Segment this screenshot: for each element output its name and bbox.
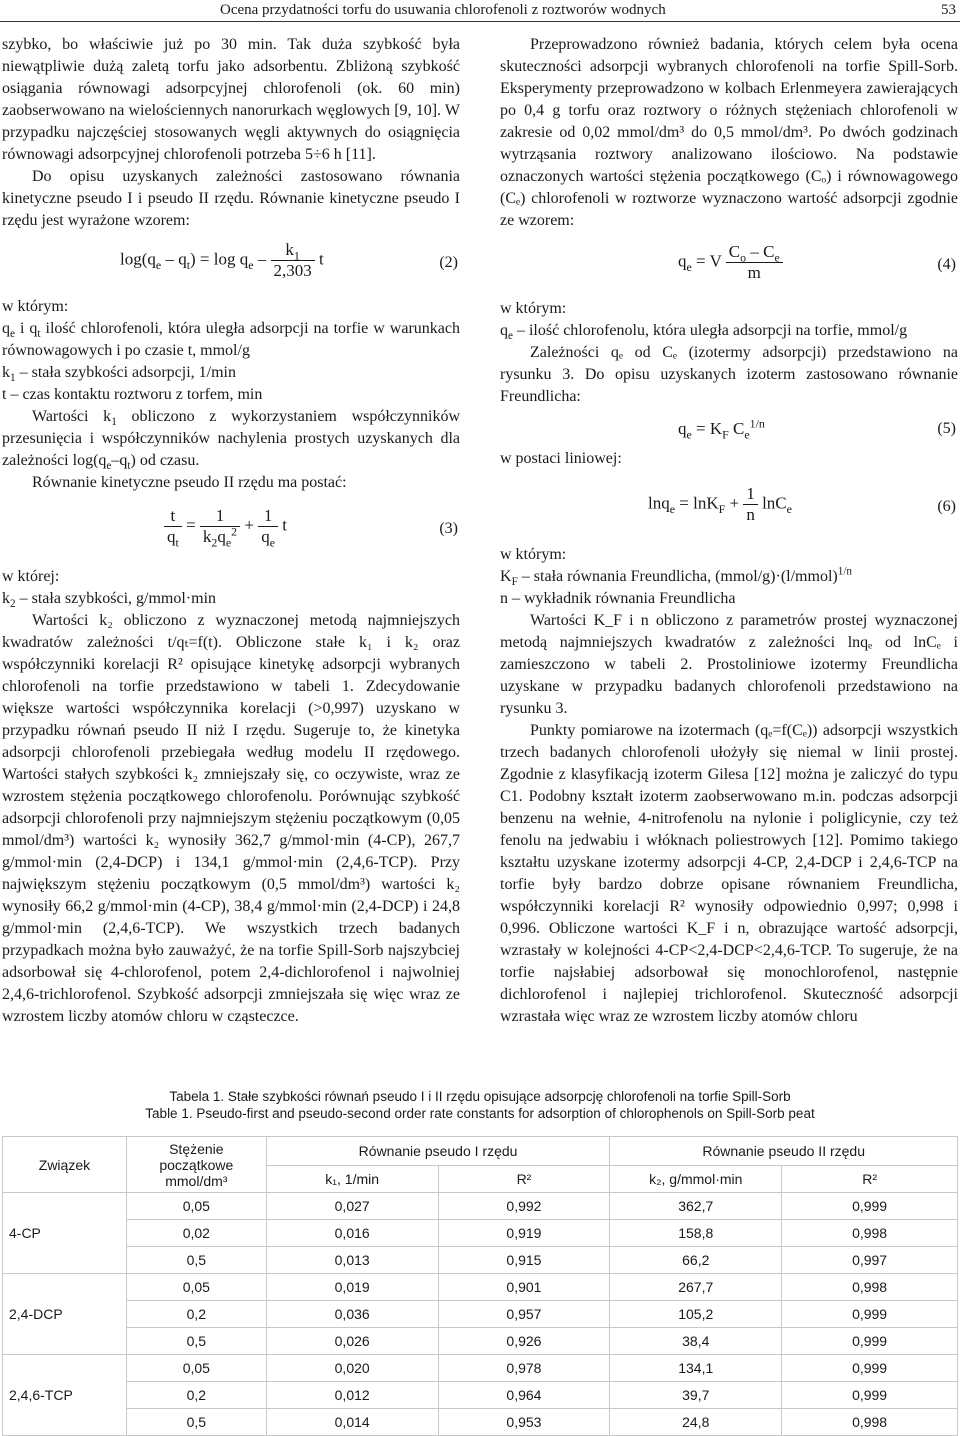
definition: $q_e$ i $q_t$ ilość chlorofenoli, która uległa adsorpcji na torfie w warunkach równowagowych i po czasie t, mmol/g	[2, 320, 460, 359]
table-cell: 0,999	[782, 1193, 958, 1220]
table-cell: 0,027	[266, 1193, 438, 1220]
equation-number: (5)	[937, 420, 956, 437]
table-cell: 0,978	[438, 1355, 610, 1382]
header-pseudo-first: Równanie pseudo I rzędu	[266, 1137, 610, 1166]
table-row	[3, 1247, 958, 1274]
table-cell: 0,926	[438, 1328, 610, 1355]
header-r2: R²	[438, 1166, 610, 1193]
paragraph: Wartości k₂ obliczono z wyznaczonej metodą najmniejszych kwadratów zależności t/qₜ=f(t). Obliczone stałe k₁ i k₂ oraz współczynniki korelacji R² opisujące kinetykę adsorpcji wybranych chlorofenoli na torfie przedstawiono w tabeli 1. Zdecydowanie większe wartości współczynnika korelacji (>0,997) uzyskano w przypadku równań pseudo II niż I rzędu. Sugeruje to, że kinetyka adsorpcji chlorofenoli przebiegała według modelu II rzędowego. Wartości stałych szybkości k₂ zmniejszały się, co oczywiste, wraz ze wzrostem stężenia początkowego chlorofenolu. Porównując szybkość adsorpcji chlorofenoli przy najmniejszym stężeniu początkowym (0,05 mmol/dm³) wartości k₂ wynosiły 362,7 g/mmol·min (4-CP), 267,7 g/mmol·min (2,4-DCP) i 134,1 g/mmol·min (2,4,6-TCP). Przy największym stężeniu początkowym (0,5 mmol/dm³) wartości k₂ wynosiły 66,2 g/mmol·min (4-CP), 38,4 g/mmol·min (2,4-DCP) i 24,8 g/mmol·min (2,4,6-TCP). We wszystkich trzech badanych przypadkach można było zauważyć, że na torfie Spill-Sorb najszybciej adsorbował się 4-chlorofenol, potem 2,4-dichlorofenol i najwolniej 2,4,6-trichlorofenol. Szybkość adsorpcji zmniejszała się więc wraz ze wzrostem liczby atomów chloru w cząsteczce.	[2, 612, 460, 1025]
table-cell: 0,020	[266, 1355, 438, 1382]
table-cell: 0,016	[266, 1220, 438, 1247]
table-cell: 0,999	[782, 1382, 958, 1409]
equation-number: (3)	[439, 520, 458, 537]
table-cell: 0,999	[782, 1355, 958, 1382]
header-concentration: Stężenie początkowe mmol/dm³	[126, 1137, 266, 1193]
running-title: Ocena przydatności torfu do usuwania chlorofenoli z roztworów wodnych	[220, 2, 666, 18]
table-cell: 134,1	[610, 1355, 782, 1382]
table-cell: 0,2	[126, 1301, 266, 1328]
table-cell: 0,026	[266, 1328, 438, 1355]
table-row	[3, 1409, 958, 1436]
table-cell: 0,05	[126, 1355, 266, 1382]
table-cell: 0,998	[782, 1409, 958, 1436]
paragraph: Wartości K_F i n obliczono z parametrów prostej wyznaczonej metodą najmniejszych kwadratów z zależności lnqₑ od lnCₑ i zamieszczono w tabeli 2. Prostoliniowe izotermy Freundlicha uzyskane w przypadku badanych chlorofenoli przedstawiono na rysunku 3.	[500, 612, 958, 717]
compound-cell: 4-CP	[3, 1193, 127, 1274]
left-column	[2, 34, 460, 1028]
header-rule	[0, 21, 960, 22]
equation-6: lnq$_e$ = lnK$_F$ + $\frac{1}{n}$ lnC$_e$ (6)	[648, 484, 956, 524]
definition: n – wykładnik równania Freundlicha	[500, 590, 736, 607]
table-cell: 362,7	[610, 1193, 782, 1220]
paragraph: Przeprowadzono również badania, których celem była ocena skuteczności adsorpcji wybranych chlorofenoli na torfie Spill-Sorb. Eksperymenty przeprowadzono w kolbach Erlenmeyera zawierających po 0,4 g torfu oraz roztwory o różnych stężeniach chlorofenoli w zakresie od 0,02 mmol/dm³ do 0,5 mmol/dm³. Po dwóch godzinach wytrząsania roztwory analizowano ilościowo. Na podstawie oznaczonych wartości stężenia początkowego (Cₒ) i równowagowego (Cₑ) chlorofenoli w roztworze wyznaczono wartość adsorpcji zgodnie ze wzorem:	[500, 36, 958, 229]
table-cell: 0,05	[126, 1274, 266, 1301]
header-pseudo-second: Równanie pseudo II rzędu	[610, 1137, 958, 1166]
paragraph: Zależności qₑ od Cₑ (izotermy adsorpcji) przedstawiono na rysunku 3. Do opisu uzyskanych izoterm zastosowano równanie Freundlicha:	[500, 344, 958, 405]
table-cell: 39,7	[610, 1382, 782, 1409]
header-k2: k₂, g/mmol·min	[610, 1166, 782, 1193]
table-cell: 0,012	[266, 1382, 438, 1409]
table-cell: 0,2	[126, 1382, 266, 1409]
table-row	[3, 1220, 958, 1247]
table-cell: 38,4	[610, 1328, 782, 1355]
running-header	[0, 0, 960, 22]
table-cell: 158,8	[610, 1220, 782, 1247]
equation-3: $\frac{t}{q_t}$ = $\frac{1}{k_2q_e^2}$ + $\frac{1}{q_e}$ t (3)	[2, 506, 460, 566]
definition: $K_F$ – stała równania Freundlicha, (mmol/g)·(l/mmol)$^{1/n}$	[500, 565, 853, 589]
equation-number: (4)	[937, 256, 956, 273]
paragraph: Wartości $k_1$ obliczono z wykorzystaniem współczynników przesunięcia i współczynników nachylenia prostych uzyskanych dla zależności $\log(q_e-q_t)$ od czasu.	[2, 408, 461, 473]
table-cell: 0,992	[438, 1193, 610, 1220]
table-cell: 0,5	[126, 1409, 266, 1436]
table-cell: 0,964	[438, 1382, 610, 1409]
equation-4: $q_e = V$ $\frac{C_o - C_e}{m}$ (4)	[678, 242, 956, 282]
table-cell: 267,7	[610, 1274, 782, 1301]
table-cell: 24,8	[610, 1409, 782, 1436]
definition: $k_1$ – stała szybkości adsorpcji, 1/min	[2, 364, 236, 385]
paragraph: szybko, bo właściwie już po 30 min. Tak duża szybkość była niewątpliwie dużą zaletą torfu jako adsorbentu. Zbliżoną szybkość osiągania równowagi adsorpcyjnej chlorofenoli (ok. 60 min) zaobserwowano na wielościennych nanorurkach węglowych [9, 10]. W przypadku najczęściej stosowanych węgli aktywnych do osiągnięcia równowagi adsorpcyjnej chlorofenoli potrzeba 5÷6 h [11].	[2, 36, 460, 163]
table-cell: 0,901	[438, 1274, 610, 1301]
right-column	[500, 34, 958, 1028]
equation-5: $q_e = K_F$ $C_e^{1/n}$ (5)	[678, 416, 956, 442]
table-cell: 0,5	[126, 1247, 266, 1274]
header-k1: k₁, 1/min	[266, 1166, 438, 1193]
table-cell: 0,5	[126, 1328, 266, 1355]
definition: $k_2$ – stała szybkości, g/mmol·min	[2, 590, 217, 611]
table-cell: 0,999	[782, 1328, 958, 1355]
label: w której:	[2, 568, 60, 585]
table-row	[3, 1193, 958, 1220]
paragraph: Punkty pomiarowe na izotermach (qₑ=f(Cₑ)) adsorpcji wszystkich trzech badanych chlorofenoli ułożyły się niemal w linii prostej. Zgodnie z klasyfikacją izoterm Gilesa [12] można je zaliczyć do typu C1. Podobny kształt izoterm zaobserwowano m.in. podczas adsorpcji benzenu na wełnie, 4-nitrofenolu na nylonie i poliglicynie, czy też fenolu na jedwabiu i włóknach poliestrowych [12]. Pomimo takiego kształtu uzyskane izotermy adsorpcji 4-CP, 2,4-DCP i 2,4,6-TCP na torfie były bardzo dobrze opisane równaniem Freundlicha, współczynniki korelacji R² wynosiły odpowiednio 0,997; 0,998 i 0,996. Obliczone wartości K_F i n, obrazujące wartość adsorpcji, wzrastały w kolejności 4-CP<2,4-DCP<2,4,6-TCP. To sugeruje, że na torfie najsłabiej adsorbował się monochlorofenol, następnie dichlorofenol i najlepiej trichlorofenol. Skuteczność adsorpcji wzrastała więc wraz ze wzrostem liczby atomów chloru	[500, 722, 958, 1025]
label: w którym:	[500, 300, 567, 317]
table-row	[3, 1355, 958, 1382]
compound-cell: 2,4,6-TCP	[3, 1355, 127, 1436]
table-cell: 0,957	[438, 1301, 610, 1328]
table-cell: 0,998	[782, 1274, 958, 1301]
fraction: $\frac{k_1}{2,303}$	[271, 240, 315, 281]
table-cell: 0,014	[266, 1409, 438, 1436]
caption-polish: Tabela 1. Stałe szybkości równań pseudo I i II rzędu opisujące adsorpcję chlorofenoli na torfie Spill-Sorb	[169, 1089, 791, 1104]
compound-cell: 2,4-DCP	[3, 1274, 127, 1355]
table-cell: 0,919	[438, 1220, 610, 1247]
table-cell: 0,02	[126, 1220, 266, 1247]
table-cell: 105,2	[610, 1301, 782, 1328]
header-r2: R²	[782, 1166, 958, 1193]
equation-number: (6)	[937, 498, 956, 515]
label: w postaci liniowej:	[500, 450, 622, 467]
table-cell: 0,036	[266, 1301, 438, 1328]
table-cell: 0,998	[782, 1220, 958, 1247]
table-cell: 0,997	[782, 1247, 958, 1274]
header-compound: Związek	[3, 1137, 127, 1193]
table-row	[3, 1382, 958, 1409]
table-cell: 0,953	[438, 1409, 610, 1436]
table-caption	[0, 1088, 960, 1122]
label: w którym:	[2, 298, 69, 315]
caption-english: Table 1. Pseudo-first and pseudo-second order rate constants for adsorption of chlorophenols on Spill-Sorb peat	[145, 1106, 815, 1121]
label: w którym:	[500, 546, 567, 563]
table-row	[3, 1328, 958, 1355]
table-cell: 0,915	[438, 1247, 610, 1274]
table-cell: 66,2	[610, 1247, 782, 1274]
definition: $q_e$ – ilość chlorofenolu, która uległa adsorpcji na torfie, mmol/g	[500, 322, 908, 343]
page-number: 53	[941, 2, 956, 18]
definition: t – czas kontaktu roztworu z torfem, min	[2, 386, 263, 403]
table-row	[3, 1274, 958, 1301]
table-row	[3, 1301, 958, 1328]
table-cell: 0,019	[266, 1274, 438, 1301]
paragraph: Do opisu uzyskanych zależności zastosowano równania kinetyczne pseudo I i pseudo II rzędu. Równanie kinetyczne pseudo I rzędu jest wyrażone wzorem:	[2, 168, 460, 229]
paragraph: Równanie kinetyczne pseudo II rzędu ma postać:	[32, 474, 347, 491]
table-cell: 0,013	[266, 1247, 438, 1274]
table-cell: 0,999	[782, 1301, 958, 1328]
rate-constants-table	[2, 1136, 958, 1436]
table-cell: 0,05	[126, 1193, 266, 1220]
equation-number: (2)	[439, 254, 458, 271]
table-body	[3, 1193, 958, 1436]
equation-2: $\log(q_e - q_t) = \log q_e$ – $\frac{k_1}{2,303}$ t (2)	[120, 240, 458, 280]
